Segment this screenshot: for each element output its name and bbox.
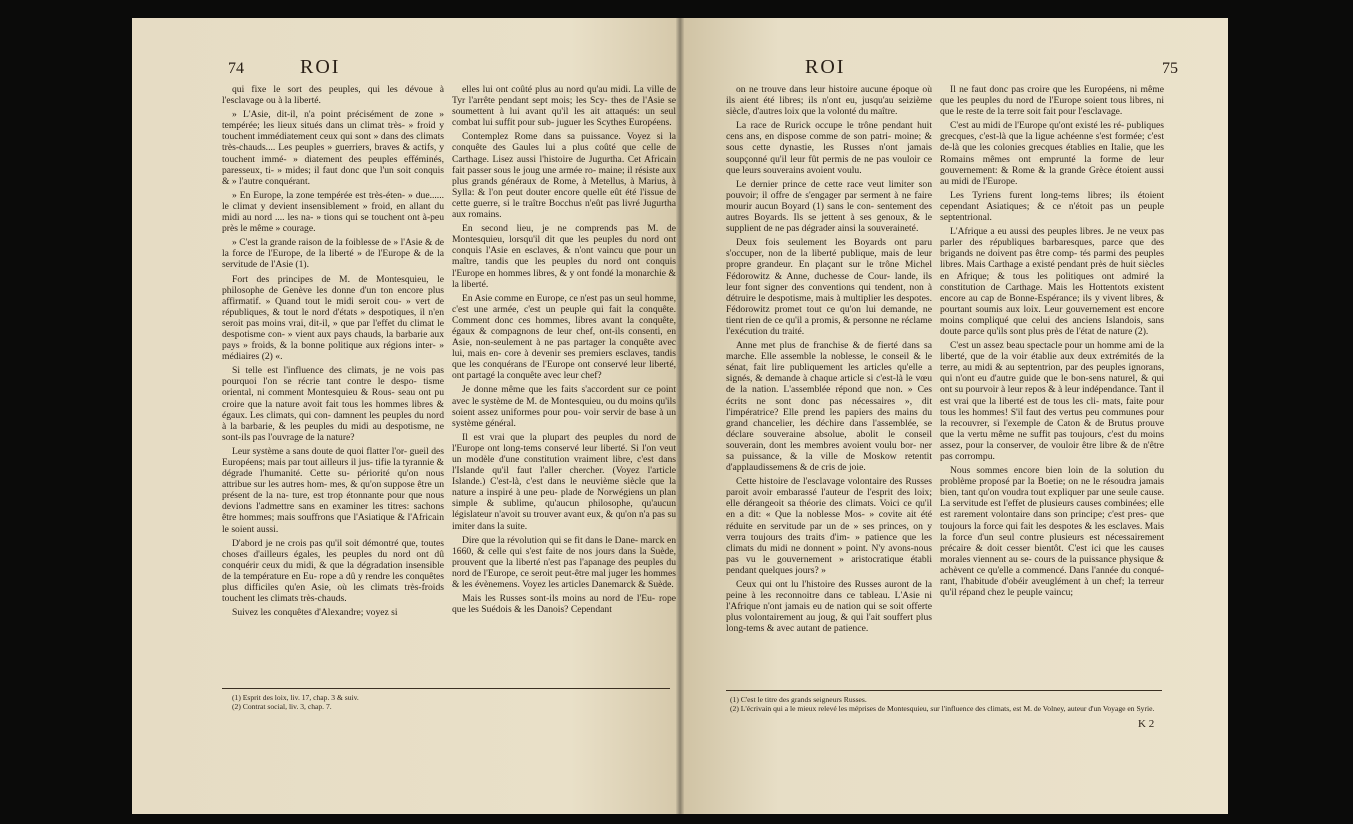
paragraph: Contemplez Rome dans sa puissance. Voyez si la conquête des Gaules lui a plus coûté que celle de Carthage. Lisez aussi l'histoire de Jugurtha. Cet Africain fait passer sous le joug une armée ro- maine; il résiste aux plus grands généraux de Rome, à Metellus, à Marius, à Sylla: & l'on peut douter encore quelle eût été l'issue de cette guerre, si le traître Bocchus n'eût pas livré Jugurtha aux romains. bbox=[452, 131, 676, 221]
paragraph: qui fixe le sort des peuples, qui les dévoue à l'esclavage ou à la liberté. bbox=[222, 84, 444, 107]
footnote-rule bbox=[726, 690, 1162, 691]
paragraph: Nous sommes encore bien loin de la solution du problème proposé par la Boetie; on ne le résoudra jamais bien, tant qu'on voudra tout expliquer par une seule cause. La servitude est l'effet de plusieurs causes combinées; elle est rarement volontaire dans son principe; c'est pres- que toujours la force qui fait les despotes & les esclaves. Mais la force d'un seul contre plusieurs est nécessairement précaire & doit cesser bientôt. C'est ici que les causes morales viennent au se- cours de la puissance physique & achèvent ce qu'elle a commencé. Dans l'année du conqué- rant, l'habitude d'obéir aveuglément à un chef; la terreur qu'il répand chez le peuple vaincu; bbox=[940, 465, 1164, 599]
paragraph: Anne met plus de franchise & de fierté dans sa marche. Elle assemble la noblesse, le conseil & le sénat, fait lire publiquement les articles qu'elle a signés, & demande à chaque article si c'est-là le vœu de la nation. L'assemblée répond que non. » Ces écrits ne sont donc pas nécessaires », dit l'impératrice? Elle prend les papiers des mains du grand chancelier, les déchire dans l'assemblée, se déclare souveraine absolue, abolit le conseil souverain, dont les membres avoient voulu bor- ner sa puissance, & la ville de Moskow retentit d'applaudissemens & de cris de joie. bbox=[726, 340, 932, 474]
paragraph: D'abord je ne crois pas qu'il soit démontré que, toutes choses d'ailleurs égales, les peuples du nord ont dû conquérir ceux du midi, & que la dégradation insensible de la température en Eu- rope a dû y rendre les conquêtes plus difficiles qu'en Asie, où les climats très-froids touchent les climats très-chauds. bbox=[222, 537, 444, 605]
paragraph: Je donne même que les faits s'accordent sur ce point avec le système de M. de Montesquieu, ou du moins qu'ils soient assez uniformes pour pou- voir servir de base à un système général. bbox=[452, 384, 676, 429]
paragraph: Cette histoire de l'esclavage volontaire des Russes paroit avoir embarassé l'auteur de l'esprit des loix; elle dérangeoit sa théorie des climats. Voici ce qu'il en a dit: « Que la noblesse Mos- » covite ait été réduite en servitude par un de » ses princes, on y verra toujours des traits d'im- » patience que les climats du midi ne donnent » point. N'y avons-nous pas vu le gouvernement » aristocratique établi pendant quelques jours? » bbox=[726, 476, 932, 576]
paragraph: En second lieu, je ne comprends pas M. de Montesquieu, lorsqu'il dit que les peuples du nord ont conquis l'Asie en esclaves, & n'ont vaincu que pour un maître, tandis que les peuples du nord ont conquis l'Europe en hommes libres, & y ont fondé la monarchie & la liberté. bbox=[452, 223, 676, 290]
paragraph: La race de Rurick occupe le trône pendant huit cens ans, en dispose comme de son patri- moine; & sous cette dynastie, les Russes n'ont jamais soupçonné qu'il leur fût permis de ne pas vouloir ce que leurs souverains avoient voulu. bbox=[726, 120, 932, 176]
footnote: (1) C'est le titre des grands seigneurs Russes. bbox=[730, 695, 867, 704]
signature-mark: K 2 bbox=[1138, 718, 1155, 730]
paragraph: Il ne faut donc pas croire que les Européens, ni même que les peuples du nord de l'Europe soient tous libres, ni que le reste de la terre soit fait pour l'esclavage. bbox=[940, 84, 1164, 118]
paragraph: » L'Asie, dit-il, n'a point précisément de zone » tempérée; les lieux situés dans un climat très- » froid y touchent immédiatement ceux qui sont » dans des climats très-chauds.... Les peuples » guerriers, braves & actifs, y touchent immé- » diatement des peuples efféminés, paresseux, ti- » mides; il faut donc que l'un soit conquis & » l'autre conquérant. bbox=[222, 109, 444, 187]
footnote: (2) Contrat social, liv. 3, chap. 7. bbox=[232, 702, 332, 711]
footnotes-left bbox=[232, 693, 652, 711]
paragraph: Suivez les conquêtes d'Alexandre; voyez si bbox=[232, 607, 398, 619]
left-column-2 bbox=[452, 84, 676, 692]
paragraph: L'Afrique a eu aussi des peuples libres. Je ne veux pas parler des républiques barbaresques, parce que des brigands ne doivent pas être comp- tés parmi des peuples libres. Mais Carthage a existé pendant près de huit siècles en Afrique; & tous les politiques ont admiré la constitution de Carthage. Mais les Hottentots existent encore au cap de Bonne-Espérance; ils y vivent libres, & pourtant soumis aux loix. Leur gouvernement est encore moins compliqué que celui des anciens Islandois, sans doute parce qu'ils sont plus près de l'état de nature (2). bbox=[940, 226, 1164, 337]
paragraph: Mais les Russes sont-ils moins au nord de l'Eu- rope que les Suédois & les Danois? Cependant bbox=[452, 593, 676, 616]
right-page bbox=[680, 18, 1228, 814]
paragraph: Leur système a sans doute de quoi flatter l'or- gueil des Européens; mais par tout ailleurs il jus- tifie la tyrannie & dégrade l'humanité. Cette su- périorité qu'on nous attribue sur les autres hom- mes, & qu'on suppose être un présent de la na- ture, est trop étonnante pour que nous devions l'admettre sans en examiner les titres: sachons être hommes; mais souffrons que l'Asiatique & l'Africain le soient aussi. bbox=[222, 445, 444, 535]
paragraph: Deux fois seulement les Boyards ont paru s'occuper, non de la liberté publique, mais de leur propre grandeur. En plaçant sur le trône Michel Fédorowitz & Anne, duchesse de Cour- lande, ils leur font signer des conventions qui tendent, non à détruire le despotisme, mais à multiplier les despotes. Fédorowitz promet tout ce qu'on lui demande, ne tient rien de ce qu'il a promis, & personne ne réclame l'exécution du traité. bbox=[726, 237, 932, 337]
paragraph: Il est vrai que la plupart des peuples du nord de l'Europe ont long-tems conservé leur liberté. Si l'on veut un modèle d'une constitution vraiment libre, c'est dans l'Islande qu'il faut l'aller chercher. (Voyez l'article Islande.) C'est-là, c'est dans le neuvième siècle que la nature a inspiré à une peu- plade de Norwégiens un plan simple & sublime, qu'aucun philosophe, qu'aucun législateur n'avoit su trouver avant eux, & qu'on n'a pas su imiter dans la suite. bbox=[452, 431, 676, 532]
running-head-right: ROI bbox=[805, 56, 846, 78]
paragraph: Si telle est l'influence des climats, je ne vois pas pourquoi l'on se récrie tant contre le despo- tisme oriental, ni comment Montesquieu & Rous- seau ont pu croire que la nature avoit fait tous les hommes libres & égaux. Les climats, qui con- damnent les peuples du nord à la barbarie, & les peuples du midi au despotisme, ne sont-ils pas l'ouvrage de la nature? bbox=[222, 365, 444, 443]
paragraph: on ne trouve dans leur histoire aucune époque où ils aient été libres; ils n'ont eu, jusqu'au seizième siècle, d'autres loix que la volonté du maître. bbox=[726, 84, 932, 118]
running-head-left: ROI bbox=[300, 56, 341, 78]
paragraph: Les Tyriens furent long-tems libres; ils étoient cependant Asiatiques; & ce n'étoit pas un peuple septentrional. bbox=[940, 189, 1164, 224]
paragraph: Ceux qui ont lu l'histoire des Russes auront de la peine à les reconnoitre dans ce tableau. L'Asie ni l'Afrique n'ont jamais eu de nation qui se soit offerte plus volontairement au joug, & qui l'ait souffert plus long-tems & avec autant de patience. bbox=[726, 579, 932, 635]
right-column-1 bbox=[726, 84, 932, 692]
page-number-right: 75 bbox=[1162, 60, 1178, 77]
paragraph: » En Europe, la zone tempérée est très-éten- » due...... le climat y devient insensiblement » froid, en allant du midi au nord .... les na- » tions qui se touchent ont à-peu près le même » courage. bbox=[222, 189, 444, 235]
paragraph: Fort des principes de M. de Montesquieu, le philosophe de Genève les donne d'un ton encore plus affirmatif. » Quand tout le midi seroit cou- » vert de républiques, & tout le nord d'états » despotiques, il n'en seroit pas moins vrai, dit-il, » que par l'effet du climat le despotisme con- » vient aux pays chauds, la barbarie aux pays » froids, & la bonne politique aux régions inter- » médiaires (2) «. bbox=[222, 273, 444, 363]
paragraph: En Asie comme en Europe, ce n'est pas un seul homme, c'est une armée, c'est un peuple qui fait la conquête. Comment donc ces hommes, libres avant la conquête, égaux & compagnons de leur chef, ont-ils consenti, en Asie, non-seulement à ne pas partager la conquête avec lui, mais en- core à devenir ses premiers esclaves, tandis que les conquérans de l'Europe ont conservé leur liberté, ont partagé la conquête avec leur chef? bbox=[452, 292, 676, 382]
footnotes-right bbox=[730, 695, 1170, 713]
left-column-1 bbox=[222, 84, 444, 692]
paragraph: Dire que la révolution qui se fit dans le Dane- marck en 1660, & celle qui s'est faite de nos jours dans la Suède, prouvent que la liberté n'est pas l'apanage des peuples du nord de l'Europe, ce seroit peut-être mal juger les hommes & les évènemens. Voyez les articles Danemarck & Suède. bbox=[452, 534, 676, 591]
paragraph: C'est un assez beau spectacle pour un homme ami de la liberté, que de la voir établie aux deux extrémités de la terre, au midi & au septentrion, par des peuples ignorans, qui n'ont eu d'autre guide que le bon-sens naturel, & qui ont su pourvoir à leur repos & à leur indépendance. Tant il est vrai que la liberté est de tous les cli- mats, faite pour tous les hommes! S'il faut des vertus peu communes pour la recouvrer, si l'exemple de Caton & de Brutus prouve que la vertu même ne suffit pas toujours, c'est du moins assez, pour la conserver, de vouloir être libre & de n'être pas corrompu. bbox=[940, 340, 1164, 462]
left-page bbox=[132, 18, 680, 814]
footnote-rule bbox=[222, 688, 670, 689]
book-gutter bbox=[676, 18, 684, 814]
paragraph: » C'est la grande raison de la foiblesse de » l'Asie & de la force de l'Europe, de la liberté » de l'Europe & de la servitude de l'Asie (1). bbox=[222, 237, 444, 271]
footnote: (1) Esprit des loix, liv. 17, chap. 3 & suiv. bbox=[232, 693, 359, 702]
page-number-left: 74 bbox=[228, 60, 244, 77]
footnote: (2) L'écrivain qui a le mieux relevé les méprises de Montesquieu, sur l'influence des climats, est M. de Volney, auteur d'un Voyage en Syrie. bbox=[730, 704, 1155, 713]
paragraph: elles lui ont coûté plus au nord qu'au midi. La ville de Tyr l'arrête pendant sept mois; les Scy- thes de l'Asie se soumettent à lui avant qu'il les ait attaqués: un seul combat lui suffit pour sub- juguer les Scythes Européens. bbox=[452, 84, 676, 129]
paragraph: C'est au midi de l'Europe qu'ont existé les ré- publiques grecques, c'est-là que la ligue achéenne s'est formée; c'est de-là que les colonies grecques établies en Italie, que les Romains mêmes ont emprunté la forme de leur gouvernement: & Rome & la grande Grèce étoient aussi au midi de l'Europe. bbox=[940, 120, 1164, 187]
right-column-2 bbox=[940, 84, 1164, 692]
paragraph: Le dernier prince de cette race veut limiter son pouvoir; il offre de s'engager par serment à ne faire mourir aucun Boyard (1) sans le con- sentement des autres Boyards. Ils se jettent à ses genoux, & le supplient de ne pas dégrader ainsi la souveraineté. bbox=[726, 178, 932, 235]
